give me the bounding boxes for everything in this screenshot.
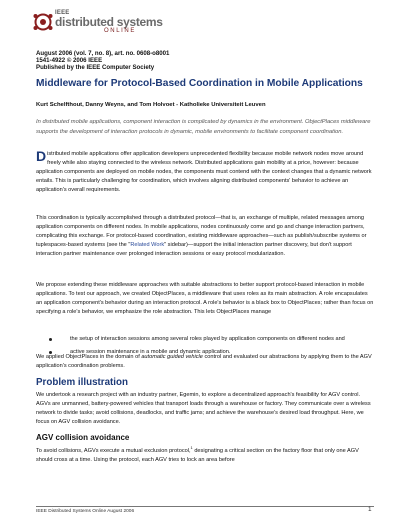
article-title: Middleware for Protocol-Based Coordination in Mobile Applications <box>36 78 363 89</box>
bullet-icon <box>49 338 52 341</box>
body-paragraph-3-text: We propose extending these middleware approaches with suitable abstractions to better support protocol-based interaction in mobile applications. To test our approach, we created ObjectPlaces, a middleware that uses roles as its main abstraction. A role encapsulates an application component's behavior during an interaction protocol. A role's behavior is a black box to ObjectPlaces; rather than focus on specifying a role's behavior, we emphasize the role abstraction. This lets ObjectPlaces manage <box>36 282 374 315</box>
body-paragraph-5-text: We undertook a research project with an industry partner, Egemin, to explore a decentralized approach's feasibility for AGV control. AGVs are unmanned, battery-powered vehicles that transport loads through a warehouse or factory. They communicate over a wireless network to divide tasks; avoid collisions, deadlocks, and traffic jams; and achieve the warehouse's desired load throughput. Here, we focus on AGV collision avoidance. <box>36 392 371 425</box>
body-paragraph-3 <box>36 281 374 317</box>
network-logo-icon <box>33 12 53 32</box>
body-paragraph-4 <box>36 353 374 371</box>
article-abstract: In distributed mobile applications, component interaction is complicated by dynamics in the environment. ObjectPlaces middleware supports the development of interaction protocols in dynamic, mobile environments to facilitate component coordination. <box>36 119 371 136</box>
ieee-dso-logo <box>33 10 193 38</box>
page-number: 1 <box>368 506 372 513</box>
related-work-link[interactable]: Related Work <box>130 241 165 248</box>
body-paragraph-4-text-b: control and evaluated our abstractions by applying them to the AGV application's coordination problems. <box>36 354 372 369</box>
publication-issue: August 2006 (vol. 7, no. 8), art. no. 0608-o8001 <box>36 50 170 57</box>
footnote-reference[interactable]: 1 <box>190 445 193 450</box>
list-item-text: the setup of interaction sessions among several roles played by application components on different nodes and <box>70 336 345 342</box>
body-paragraph-2 <box>36 214 374 259</box>
publication-publisher: Published by the IEEE Computer Society <box>36 64 155 72</box>
body-paragraph-4-italic: automatic guided vehicle <box>141 354 203 360</box>
footer-divider <box>36 506 374 507</box>
body-paragraph-6-text-b: designating a critical section on the factory floor that only one AGV should cross at a time. Using the protocol, each AGV tries to lock an area before <box>36 447 359 463</box>
body-paragraph-6 <box>36 444 374 465</box>
body-paragraph-5 <box>36 391 374 427</box>
publication-issn: 1541-4922 © 2006 IEEE <box>36 57 103 65</box>
publication-info <box>36 50 169 72</box>
body-paragraph-1-text: istributed mobile applications offer application developers unprecedented flexibility because mobile network nodes move around freely while also staying connected to the wireless network. Distributed applications gain mobility at a price, however: because application components are deployed on mobile nodes, the components must contend with the context changes that a dynamic network entails. This is particularly challenging for coordination, which involves aligning distributed components' behavior to achieve an application's overall requirements. <box>36 151 372 193</box>
page-footer: IEEE Distributed Systems Online August 2006 <box>36 509 135 514</box>
drop-cap: D <box>36 148 47 164</box>
body-paragraph-2-text-a: This coordination is typically accomplished through a distributed protocol—that is, an exchange of multiple, related messages among application components on different nodes. In mobile applications, nodes continuously come and go and change interaction partners, complicating this exchange. For protocol-based coordination, existing middleware approaches—such as publish/subscribe systems or tuplespaces-based systems (see the " <box>36 215 367 248</box>
article-authors: Kurt Schelfthout, Danny Weyns, and Tom Holvoet - Katholieke Universiteit Leuven <box>36 102 266 108</box>
logo-name-text: distributed systems <box>55 15 163 29</box>
body-paragraph-6-text-a: To avoid collisions, AGVs execute a mutual exclusion protocol, <box>36 447 191 454</box>
section-heading-problem-illustration: Problem illustration <box>36 377 128 388</box>
list-item <box>36 335 374 344</box>
logo-ieee-text: IEEE <box>55 10 70 16</box>
list-item-text: active session maintenance in a mobile and dynamic application. <box>70 348 231 355</box>
body-paragraph-4-text-a: We applied ObjectPlaces in the domain of <box>36 354 142 360</box>
body-paragraph-2-text-b: " sidebar)—support the initial interaction partner discovery, but don't support interaction partner maintenance over prolonged interaction sessions or easy protocol modularization. <box>36 241 352 257</box>
subsection-heading-agv-collision-avoidance: AGV collision avoidance <box>36 433 130 442</box>
body-paragraph-1 <box>36 150 374 195</box>
logo-online-text: ONLINE <box>104 28 136 34</box>
